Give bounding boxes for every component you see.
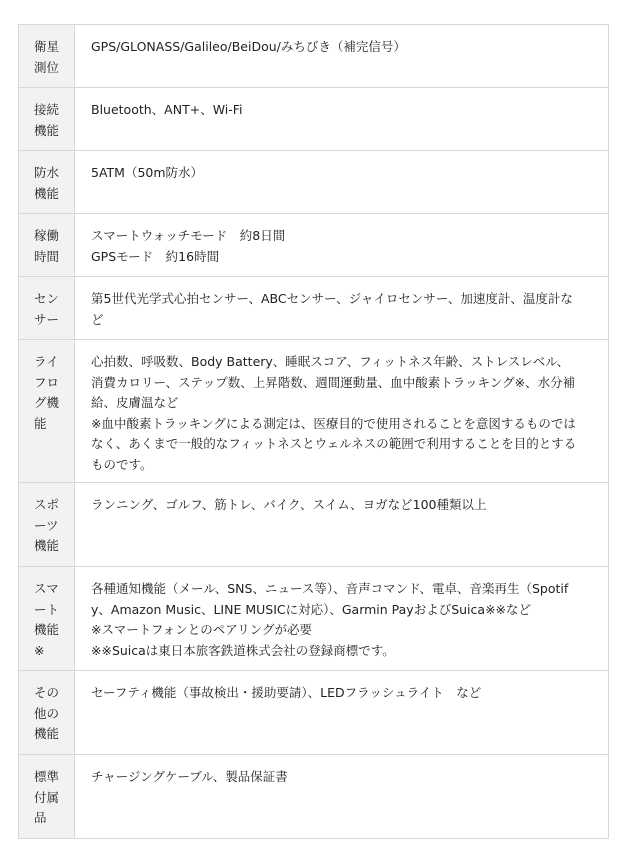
spec-label-line: 標準 xyxy=(34,769,60,784)
spec-label-line: 稼働 xyxy=(34,228,60,243)
spec-value-line: チャージングケーブル、製品保証書 xyxy=(91,769,288,784)
spec-row xyxy=(19,88,609,151)
spec-label-line: 衛星 xyxy=(34,39,60,54)
spec-label-line: 防水 xyxy=(34,165,60,180)
spec-table xyxy=(18,24,609,839)
spec-label-line: スポ xyxy=(34,497,60,512)
spec-label xyxy=(19,567,75,671)
spec-label-line: 時間 xyxy=(34,248,60,264)
spec-label-line: 機能 xyxy=(34,622,60,637)
spec-value xyxy=(75,755,609,839)
spec-row xyxy=(19,214,609,277)
spec-label-line: 機能 xyxy=(34,538,60,553)
spec-row xyxy=(19,755,609,839)
spec-label-line: サー xyxy=(34,311,60,327)
spec-value-line: GPSモード 約16時間 xyxy=(91,248,220,264)
spec-value xyxy=(75,567,609,671)
spec-label xyxy=(19,483,75,567)
spec-value-line: ※※Suicaは東日本旅客鉄道株式会社の登録商標です。 xyxy=(91,642,395,658)
spec-row xyxy=(19,25,609,88)
spec-value-line: 5ATM（50m防水） xyxy=(91,165,204,180)
spec-value xyxy=(75,483,609,567)
spec-value xyxy=(75,25,609,88)
spec-label xyxy=(19,340,75,483)
spec-table-body xyxy=(19,25,609,839)
spec-value-line: ランニング、ゴルフ、筋トレ、バイク、スイム、ヨガなど100種類以上 xyxy=(91,497,487,512)
spec-value-line: 給、皮膚温など xyxy=(91,395,179,410)
spec-label-line: ライ xyxy=(34,354,59,369)
spec-value-line: 第5世代光学式心拍センサー、ABCセンサー、ジャイロセンサー、加速度計、温度計な xyxy=(91,291,573,306)
spec-row xyxy=(19,567,609,671)
spec-label xyxy=(19,151,75,214)
spec-value-line: ものです。 xyxy=(91,456,153,472)
spec-value xyxy=(75,151,609,214)
spec-label-line: 接続 xyxy=(34,102,60,117)
spec-label xyxy=(19,755,75,839)
spec-label-line: フロ xyxy=(34,374,60,390)
spec-row xyxy=(19,340,609,483)
spec-label-line: ート xyxy=(34,601,60,617)
spec-value xyxy=(75,671,609,755)
spec-value-line: 各種通知機能（メール、SNS、ニュース等）、音声コマンド、電卓、音楽再生（Spotif xyxy=(91,581,569,596)
spec-label-line: セン xyxy=(34,291,60,306)
spec-label xyxy=(19,277,75,340)
spec-label-line: 機能 xyxy=(34,185,60,201)
spec-label-line: 機能 xyxy=(34,726,60,741)
spec-label-line: その xyxy=(34,685,60,700)
spec-label xyxy=(19,214,75,277)
spec-label-line: ーツ xyxy=(34,517,59,533)
spec-label-line: 能 xyxy=(34,415,47,431)
spec-value-line: スマートウォッチモード 約8日間 xyxy=(91,228,286,243)
spec-value-line: 消費カロリー、ステップ数、上昇階数、週間運動量、血中酸素トラッキング※、水分補 xyxy=(91,374,576,390)
spec-value-line: ど xyxy=(91,311,104,327)
spec-label xyxy=(19,25,75,88)
spec-value-line: セーフティ機能（事故検出・援助要請）、LEDフラッシュライト など xyxy=(91,685,482,700)
spec-value-line: Bluetooth、ANT+、Wi-Fi xyxy=(91,102,243,117)
spec-label-line: 他の xyxy=(34,705,60,721)
spec-value-line: なく、あくまで一般的なフィットネスとウェルネスの範囲で利用することを目的とする xyxy=(91,436,577,451)
spec-label xyxy=(19,671,75,755)
spec-row xyxy=(19,483,609,567)
spec-label-line: グ機 xyxy=(34,395,60,410)
spec-label-line: 付属 xyxy=(34,789,60,805)
spec-value-line: GPS/GLONASS/Galileo/BeiDou/みちびき（補完信号） xyxy=(91,39,406,54)
spec-value-line: y、Amazon Music、LINE MUSICに対応）、Garmin PayおよびSuica※※など xyxy=(91,601,532,617)
spec-label xyxy=(19,88,75,151)
spec-value xyxy=(75,214,609,277)
spec-value xyxy=(75,340,609,483)
spec-value xyxy=(75,88,609,151)
spec-value xyxy=(75,277,609,340)
spec-value-line: ※スマートフォンとのペアリングが必要 xyxy=(91,622,312,637)
spec-label-line: スマ xyxy=(34,581,59,596)
spec-label-line: 機能 xyxy=(34,122,60,138)
spec-value-line: 心拍数、呼吸数、Body Battery、睡眠スコア、フィットネス年齢、ストレスレベル、 xyxy=(91,354,570,369)
spec-value-line: ※血中酸素トラッキングによる測定は、医療目的で使用されることを意図するものでは xyxy=(91,415,576,431)
spec-label-line: ※ xyxy=(34,642,45,658)
spec-row xyxy=(19,151,609,214)
spec-label-line: 測位 xyxy=(34,59,60,75)
spec-row xyxy=(19,277,609,340)
spec-label-line: 品 xyxy=(34,810,47,825)
spec-row xyxy=(19,671,609,755)
